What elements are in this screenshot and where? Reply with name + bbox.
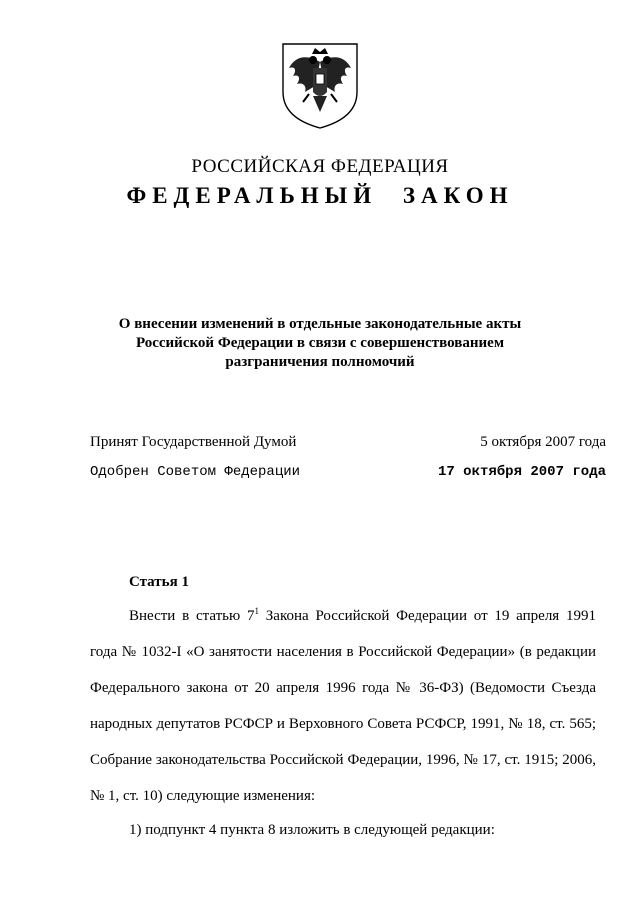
law-type-heading: ФЕДЕРАЛЬНЫЙ ЗАКОН bbox=[126, 183, 514, 208]
article-superscript: 1 bbox=[254, 606, 259, 616]
article-text-start: Внести в статью 7 bbox=[129, 608, 255, 624]
law-title bbox=[110, 315, 530, 372]
coat-of-arms-icon bbox=[277, 40, 363, 130]
duma-adoption-row bbox=[90, 434, 606, 456]
council-approval-date: 17 октября 2007 года bbox=[437, 464, 606, 480]
law-title-line: Российской Федерации в связи с совершенствованием bbox=[135, 335, 505, 351]
law-title-line: О внесении изменений в отдельные законодательные акты bbox=[118, 316, 522, 332]
article-item-1: 1) подпункт 4 пункта 8 изложить в следующей редакции: bbox=[129, 822, 495, 838]
article-text-rest: Закона Российской Федерации от 19 апреля 1991 года № 1032-I «О занятости населения в Российской Федерации» (в редакции Федерального закона от 20 апреля 1996 года № 36-ФЗ) (Ведомости Съезда народных депутатов РСФСР и Верховного Совета РСФСР, 1991, № 18, ст. 565; Собрание законодательства Российской Федерации, 1996, № 17, ст. 1915; 2006, № 1, ст. 10) следующие изменения: bbox=[90, 608, 596, 804]
law-title-line: разграничения полномочий bbox=[225, 354, 415, 370]
council-approval-label: Одобрен Советом Федерации bbox=[90, 464, 301, 480]
duma-adoption-label: Принят Государственной Думой bbox=[90, 434, 297, 450]
duma-adoption-date: 5 октября 2007 года bbox=[480, 434, 606, 450]
country-name: РОССИЙСКАЯ ФЕДЕРАЦИЯ bbox=[191, 156, 449, 177]
article-heading: Статья 1 bbox=[129, 574, 189, 590]
article-paragraph bbox=[90, 598, 596, 814]
council-approval-row bbox=[90, 464, 606, 486]
